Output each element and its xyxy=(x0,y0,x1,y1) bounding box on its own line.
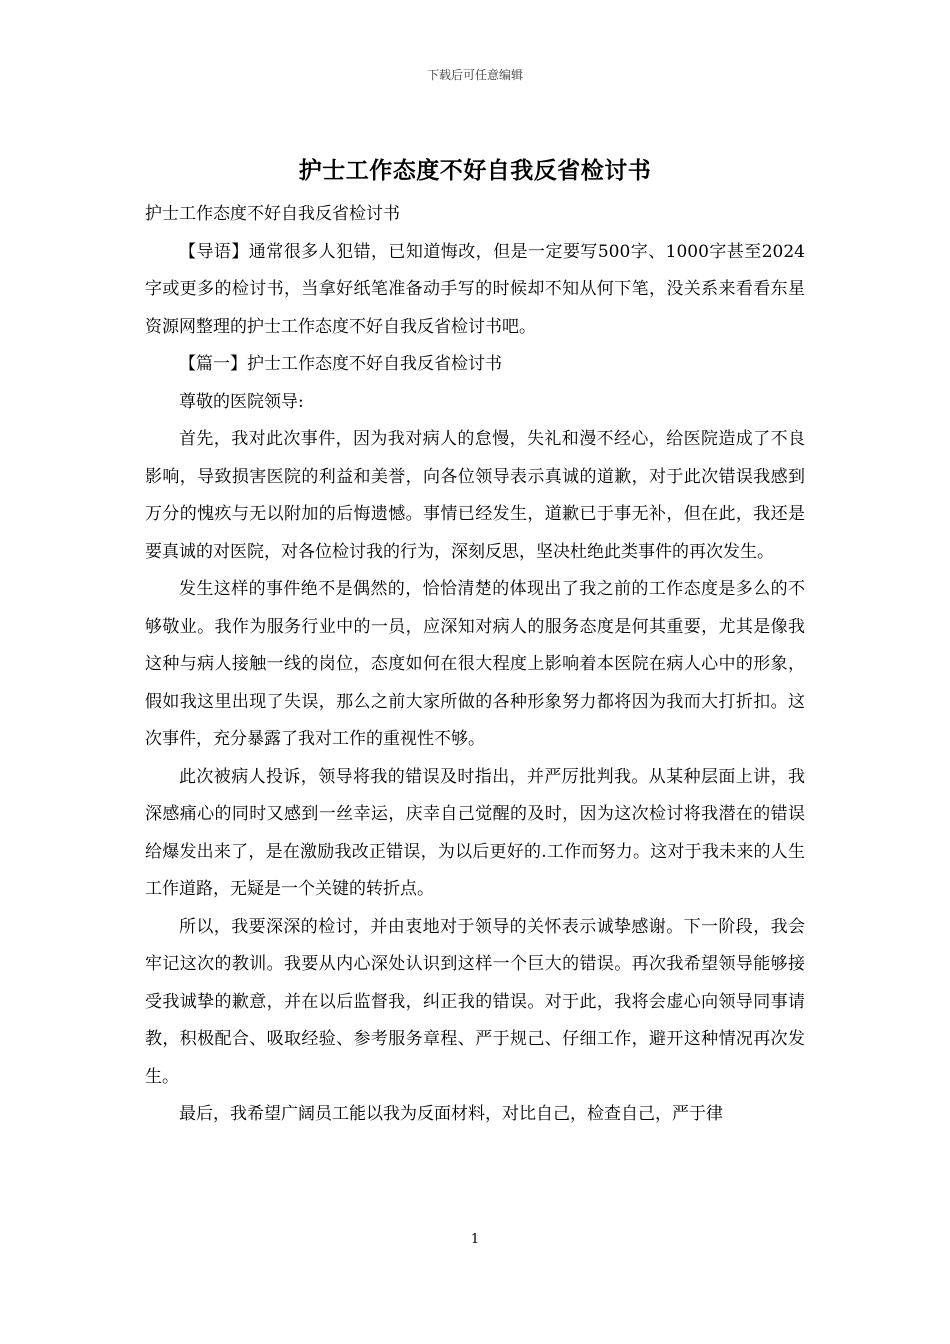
document-body xyxy=(145,196,805,1134)
section-heading: 【篇一】护士工作态度不好自我反省检讨书 xyxy=(179,354,502,374)
body-paragraph: 首先，我对此次事件，因为我对病人的怠慢，失礼和漫不经心，给医院造成了不良影响，导致损害医院的利益和美誉，向各位领导表示真诚的道歉，对于此次错误我感到万分的愧疚与无以附加的后悔遗憾。事情已经发生，道歉已于事无补，但在此，我还是要真诚的对医院，对各位检讨我的行为，深刻反思，坚决杜绝此类事件的再次发生。 xyxy=(145,429,805,562)
salutation: 尊敬的医院领导: xyxy=(179,391,304,412)
header-note: 下载后可任意编辑 xyxy=(426,68,523,82)
body-paragraph: 所以，我要深深的检讨，并由衷地对于领导的关怀表示诚挚感谢。下一阶段，我会牢记这次的教训。我要从内心深处认识到这样一个巨大的错误。再次我希望领导能够接受我诚挚的歉意，并在以后监督我，纠正我的错误。对于此，我将会虚心向领导同事请教，积极配合、吸取经验、参考服务章程、严于规己、仔细工作，避开这种情况再次发生。 xyxy=(145,916,805,1087)
document-subtitle: 护士工作态度不好自我反省检讨书 xyxy=(145,204,400,224)
intro-paragraph: 【导语】通常很多人犯错，已知道悔改，但是一定要写500字、1000字甚至2024字或更多的检讨书，当拿好纸笔准备动手写的时候却不知从何下笔，没关系来看看东星资源网整理的护士工作态度不好自我反省检讨书吧。 xyxy=(145,241,805,337)
body-paragraph: 发生这样的事件绝不是偶然的，恰恰清楚的体现出了我之前的工作态度是多么的不够敬业。我作为服务行业中的一员，应深知对病人的服务态度是何其重要，尤其是像我这种与病人接触一线的岗位，态度如何在很大程度上影响着本医院在病人心中的形象，假如我这里出现了失误，那么之前大家所做的各种形象努力都将因为我而大打折扣。这次事件，充分暴露了我对工作的重视性不够。 xyxy=(145,579,805,749)
body-paragraph: 最后，我希望广阔员工能以我为反面材料，对比自己，检查自己，严于律 xyxy=(179,1104,723,1124)
page-number: 1 xyxy=(470,1232,480,1247)
body-paragraph: 此次被病人投诉，领导将我的错误及时指出，并严厉批判我。从某种层面上讲，我深感痛心的同时又感到一丝幸运，庆幸自己觉醒的及时，因为这次检讨将我潜在的错误给爆发出来了，是在激励我改正错误，为以后更好的.工作而努力。这对于我未来的人生工作道路，无疑是一个关键的转折点。 xyxy=(145,766,805,899)
document-title: 护士工作态度不好自我反省检讨书 xyxy=(298,157,652,184)
